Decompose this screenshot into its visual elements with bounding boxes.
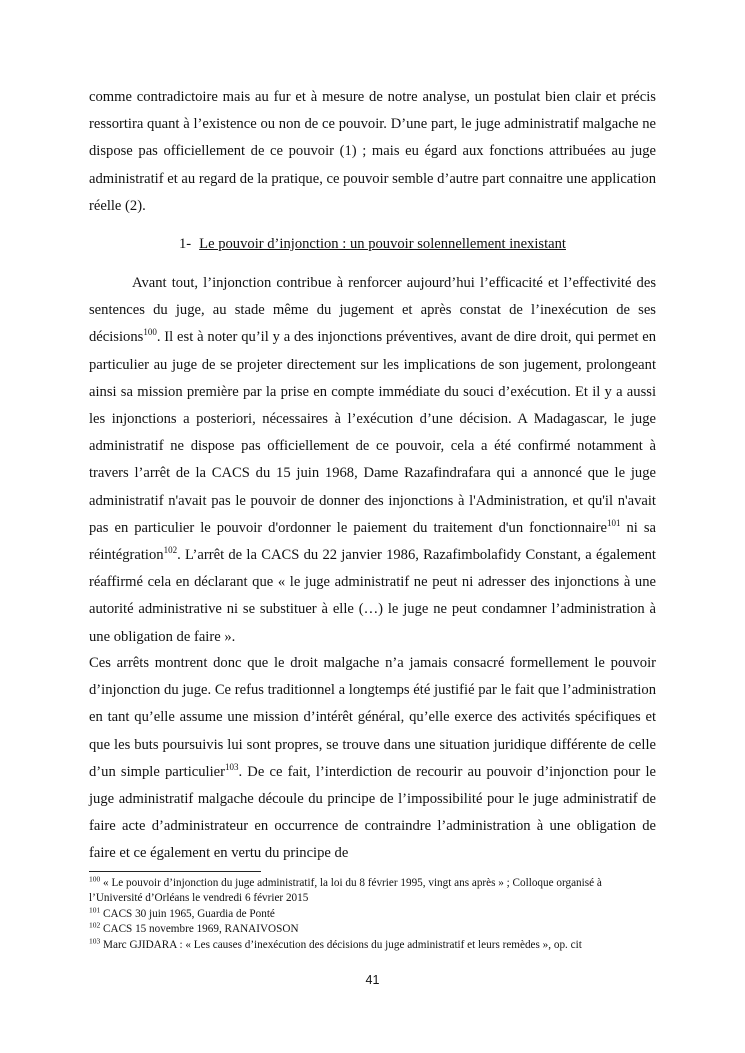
paragraph-intro: comme contradictoire mais au fur et à mesure de notre analyse, un postulat bien clair et précis ressortira quant à l’existence ou non de ce pouvoir. D’une part, le juge administratif malgache ne dispose pas officiellement de ce pouvoir (1) ; mais eu égard aux fonctions attribuées au juge administratif et au regard de la pratique, ce pouvoir semble d’autre part connaitre une application réelle (2). (89, 89, 656, 214)
footnote-text: CACS 15 novembre 1969, RANAIVOSON (100, 923, 299, 936)
paragraph-text: . L’arrêt de la CACS du 22 janvier 1986, Razafimbolafidy Constant, a également réaffirmé cela en déclarant que « le juge administratif ne peut ni adresser des injonctions à une autorité administrative ni se substituer à elle (…) le juge ne peut condamner l’administration à une obligation de faire ». (89, 547, 656, 645)
footnote (89, 922, 656, 937)
footnote-ref: 102 (163, 545, 178, 556)
paragraph-text: Ces arrêts montrent donc que le droit malgache n’a jamais consacré formellement le pouvoir d’injonction du juge. Ce refus traditionnel a longtemps été justifié par le fait que l’administration en tant qu’elle assume une mission d’intérêt général, qu’elle exerce des activités spécifiques et que les buts poursuivis lui sont propres, se trouve dans une situation juridique différente de celle d’un simple particulier (89, 655, 656, 780)
page-number: 41 (365, 973, 380, 987)
footnote-ref: 100 (143, 327, 157, 338)
paragraph-arrets (89, 650, 656, 868)
section-number: 1- (179, 236, 192, 252)
footnote-ref: 103 (224, 761, 239, 772)
footnote-ref: 101 (606, 517, 621, 528)
paragraph-text: Avant tout, l’injonction contribue à renforcer aujourd’hui l’efficacité et l’effectivité des sentences du juge, au stade même du jugement et après constat de l’inexécution de ses décisions (89, 275, 656, 346)
paragraph-text: . De ce fait, l’interdiction de recourir au pouvoir d’injonction pour le juge administratif malgache découle du principe de l’impossibilité pour le juge administratif de faire acte d’administrateur en occurrence de contraindre l’administration à une obligation de faire et ce également en vertu du principe de (89, 763, 656, 862)
paragraph-injonction (89, 270, 656, 651)
footnotes (89, 876, 656, 953)
section-title: Le pouvoir d’injonction : un pouvoir solennellement inexistant (199, 236, 566, 252)
footnote (89, 907, 656, 922)
footnote (89, 935, 656, 953)
footnote-number: 103 (89, 935, 101, 945)
section-heading (0, 231, 745, 258)
footnote-number: 102 (89, 920, 101, 930)
footnote (89, 876, 656, 907)
footnote-number: 100 (89, 874, 101, 884)
footnote-separator (89, 871, 261, 872)
footnote-text: Marc GJIDARA : « Les causes d’inexécution des décisions du juge administratif et leurs remèdes », op. cit (100, 938, 582, 951)
footnote-number: 101 (89, 905, 101, 915)
footnote-text: « Le pouvoir d’injonction du juge administratif, la loi du 8 février 1995, vingt ans après » ; Colloque organisé à l’Université d’Orléans le vendredi 6 février 2015 (89, 877, 602, 905)
paragraph-text: . Il est à noter qu’il y a des injonctions préventives, avant de dire droit, qui permet en particulier au juge de se projeter directement sur les implications de son jugement, prolongeant ainsi sa mission première par la prise en compte immédiate du souci d’exécution. Et il y a aussi les injonctions a posteriori, nécessaires à l’exécution d’une décision. A Madagascar, le juge administratif ne dispose pas officiellement de ce pouvoir, cela a été confirmé notamment à travers l’arrêt de la CACS du 15 juin 1968, Dame Razafindrafara qui a annoncé que le juge administratif n'avait pas le pouvoir de donner des injonctions à l'Administration, et qu'il n'avait pas en particulier le pouvoir d'ordonner le paiement du traitement d'un fonctionnaire (89, 329, 656, 536)
footnote-text: CACS 30 juin 1965, Guardia de Ponté (100, 907, 275, 920)
paragraph-text: ni sa réintégration (89, 519, 656, 564)
